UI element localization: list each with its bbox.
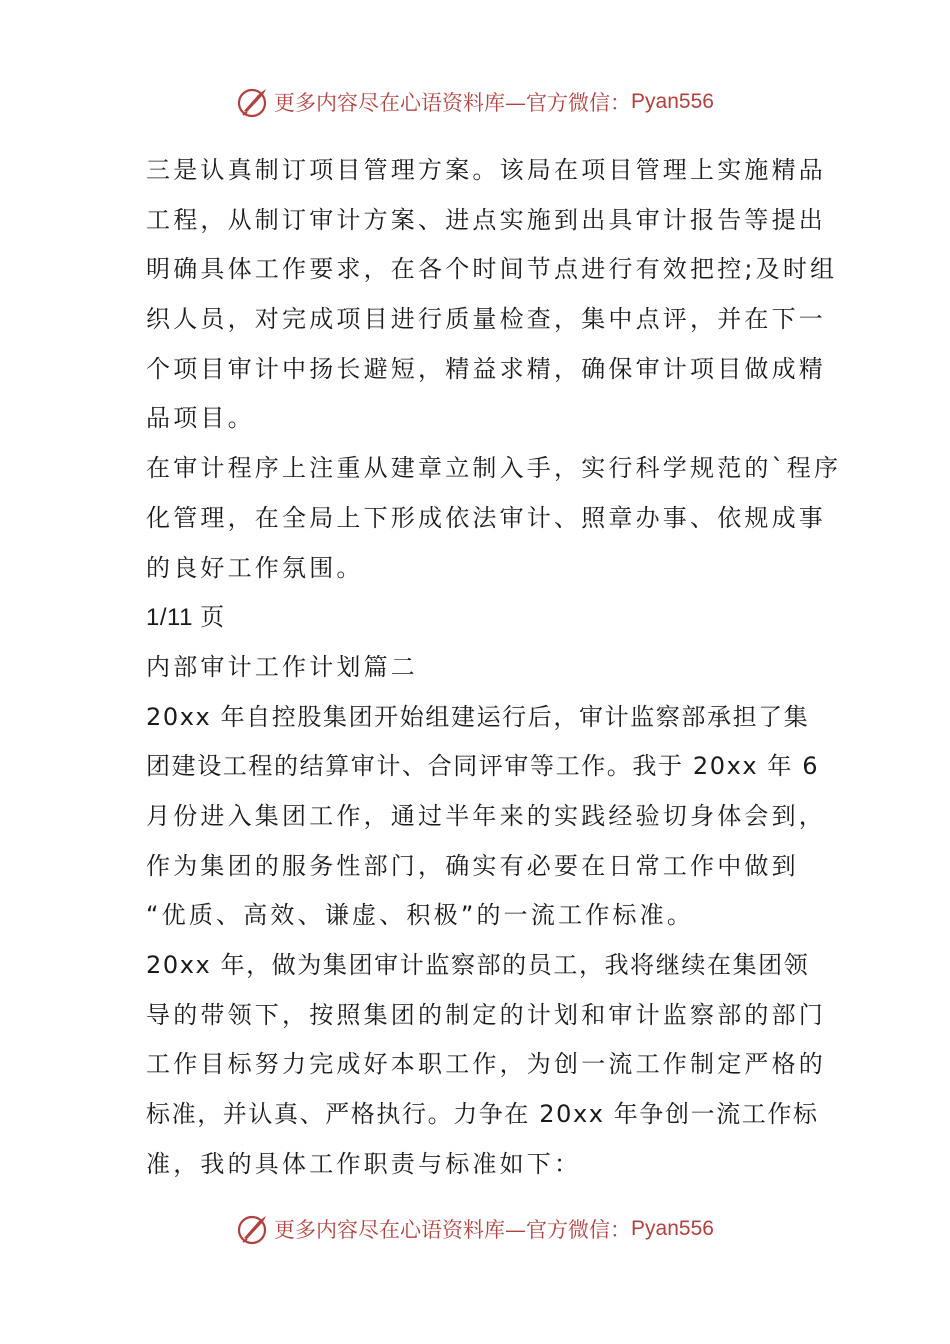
- body-line: 个项目审计中扬长避短，精益求精，确保审计项目做成精: [146, 354, 826, 383]
- body-line: 在审计程序上注重从建章立制入手，实行科学规范的`程序: [146, 454, 842, 483]
- watermark-brand-text: 更多内容尽在心语资料库—官方微信：: [274, 1218, 632, 1242]
- body-line: 导的带领下，按照集团的制定的计划和审计监察部的部门: [146, 1000, 826, 1029]
- page-number: 1/11 页: [146, 604, 225, 632]
- body-line: 准，我的具体工作职责与标准如下：: [146, 1149, 582, 1178]
- quill-pen-icon: [236, 1212, 270, 1246]
- body-line: 标准，并认真、严格执行。力争在 20xx 年争创一流工作标: [146, 1100, 819, 1129]
- body-line: 作为集团的服务性部门，确实有必要在日常工作中做到: [146, 851, 799, 880]
- body-line: 工程，从制订审计方案、进点实施到出具审计报告等提出: [146, 205, 826, 234]
- quill-pen-icon: [236, 85, 270, 119]
- document-body: [146, 146, 842, 1189]
- section-heading: 内部审计工作计划篇二: [146, 652, 418, 681]
- watermark-wechat-id: Pyan556: [631, 90, 714, 113]
- body-line: 20xx 年，做为集团审计监察部的员工，我将继续在集团领: [146, 951, 810, 979]
- body-line: “优质、高效、谦虚、积极”的一流工作标准。: [146, 901, 695, 930]
- body-line: 月份进入集团工作，通过半年来的实践经验切身体会到，: [146, 801, 826, 830]
- body-line: 品项目。: [146, 404, 255, 433]
- watermark-wechat-id: Pyan556: [631, 1217, 714, 1240]
- body-line: 化管理，在全局上下形成依法审计、照章办事、依规成事: [146, 503, 826, 532]
- body-line: 的良好工作氛围。: [146, 553, 364, 582]
- watermark-brand-text: 更多内容尽在心语资料库—官方微信：: [274, 91, 632, 115]
- body-line: 团建设工程的结算审计、合同评审等工作。我于 20xx 年 6: [146, 752, 820, 781]
- body-line: 明确具体工作要求，在各个时间节点进行有效把控;及时组: [146, 255, 838, 284]
- body-line: 织人员，对完成项目进行质量检查，集中点评，并在下一: [146, 305, 826, 334]
- watermark-header: [0, 80, 950, 124]
- body-line: 三是认真制订项目管理方案。该局在项目管理上实施精品: [146, 156, 826, 184]
- watermark-footer: [0, 1207, 950, 1251]
- body-line: 20xx 年自控股集团开始组建运行后，审计监察部承担了集: [146, 702, 810, 731]
- body-line: 工作目标努力完成好本职工作，为创一流工作制定严格的: [146, 1050, 826, 1079]
